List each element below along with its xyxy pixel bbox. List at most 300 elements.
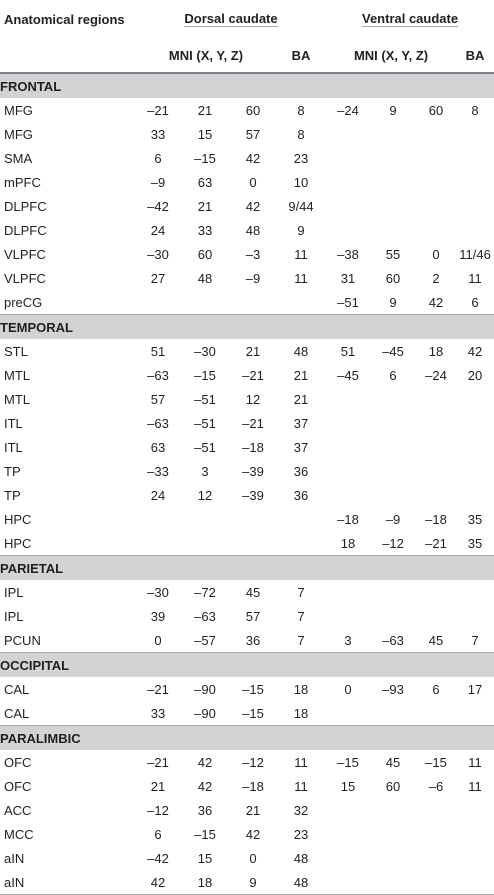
dorsal-x-cell: –12 — [147, 802, 169, 818]
ventral-z-cell: 60 — [428, 102, 444, 118]
dorsal-x-cell: 39 — [150, 608, 166, 624]
ventral-y-cell — [370, 701, 416, 726]
dorsal-y-cell: 15 — [197, 126, 213, 142]
ventral-x-cell — [326, 870, 370, 895]
table-row — [0, 170, 494, 194]
header-row-subcolumns — [0, 38, 494, 73]
table-row — [0, 628, 494, 653]
dorsal-ba-cell: 18 — [293, 681, 309, 697]
dorsal-z-cell — [230, 531, 276, 556]
dorsal-x-cell: 21 — [150, 778, 166, 794]
ventral-y-cell — [370, 870, 416, 895]
dorsal-y-cell: –51 — [194, 439, 216, 455]
ventral-ba-cell — [456, 218, 494, 242]
table-row — [0, 701, 494, 726]
ventral-y-cell: 55 — [385, 246, 401, 262]
dorsal-z-cell: –12 — [242, 754, 264, 770]
region-cell: ITL — [4, 439, 23, 455]
dorsal-ba-cell — [276, 507, 326, 531]
ventral-y-cell: –9 — [385, 511, 401, 527]
dorsal-y-cell: –15 — [194, 150, 216, 166]
dorsal-y-cell: 42 — [197, 754, 213, 770]
dorsal-x-cell — [136, 531, 180, 556]
dorsal-ba-cell: 37 — [293, 415, 309, 431]
region-cell: VLPFC — [4, 270, 46, 286]
dorsal-x-cell: 33 — [150, 705, 166, 721]
dorsal-y-cell: –90 — [194, 681, 216, 697]
ventral-y-cell — [370, 218, 416, 242]
ventral-ba-cell: 20 — [467, 367, 483, 383]
dorsal-y-cell: –57 — [194, 632, 216, 648]
dorsal-ba-cell: 21 — [293, 367, 309, 383]
ventral-z-cell — [416, 870, 456, 895]
ventral-y-cell: 6 — [389, 367, 397, 383]
dorsal-z-cell: 9 — [230, 870, 276, 895]
ventral-x-cell: –18 — [337, 511, 359, 527]
table-row — [0, 483, 494, 507]
ventral-x-cell — [326, 170, 370, 194]
ventral-ba-cell — [456, 870, 494, 895]
ventral-ba-cell — [456, 846, 494, 870]
ventral-z-cell — [416, 483, 456, 507]
ventral-ba-cell — [456, 459, 494, 483]
section-title: PARALIMBIC — [0, 726, 494, 751]
region-cell: HPC — [4, 535, 32, 551]
dorsal-x-cell: 63 — [150, 439, 166, 455]
table-row — [0, 580, 494, 604]
table-row — [0, 218, 494, 242]
header-row-groups — [0, 0, 494, 38]
dorsal-z-cell: –18 — [242, 778, 264, 794]
region-cell: MFG — [4, 126, 33, 142]
ventral-z-cell: –21 — [425, 535, 447, 551]
ventral-ba-cell: 42 — [467, 343, 483, 359]
ventral-z-cell: –15 — [425, 754, 447, 770]
section-title: FRONTAL — [0, 73, 494, 98]
region-cell: IPL — [4, 608, 24, 624]
table-row — [0, 411, 494, 435]
dorsal-ba-cell: 8 — [297, 102, 305, 118]
region-column-header: Anatomical regions — [4, 11, 125, 27]
dorsal-z-cell: 42 — [245, 826, 261, 842]
region-cell: aIN — [0, 870, 136, 895]
dorsal-x-cell: –30 — [147, 584, 169, 600]
region-cell: aIN — [4, 850, 25, 866]
dorsal-z-cell: 21 — [245, 802, 261, 818]
dorsal-y-cell: 12 — [197, 487, 213, 503]
dorsal-z-cell: –18 — [242, 439, 264, 455]
ventral-ba-cell: 7 — [471, 632, 479, 648]
ventral-z-cell: 45 — [428, 632, 444, 648]
ventral-ba-cell: 11 — [468, 778, 482, 794]
ventral-x-cell — [326, 218, 370, 242]
ventral-x-cell — [326, 822, 370, 846]
ventral-ba-cell — [456, 387, 494, 411]
dorsal-z-cell: –21 — [242, 367, 264, 383]
dorsal-z-cell — [230, 507, 276, 531]
dorsal-z-cell: 0 — [249, 174, 257, 190]
ventral-ba-cell: 11/46 — [459, 246, 491, 262]
section-header-row — [0, 653, 494, 678]
ventral-ba-cell: 35 — [467, 511, 483, 527]
region-cell: IPL — [4, 584, 24, 600]
section-title: OCCIPITAL — [0, 653, 494, 678]
dorsal-y-cell: –51 — [194, 391, 216, 407]
table-row — [0, 798, 494, 822]
ventral-ba-cell — [456, 604, 494, 628]
ventral-y-cell: 9 — [389, 294, 397, 310]
table-row — [0, 339, 494, 363]
dorsal-y-cell: 63 — [197, 174, 213, 190]
dorsal-y-cell: 33 — [197, 222, 213, 238]
dorsal-z-cell: 57 — [245, 608, 261, 624]
ventral-x-cell — [326, 387, 370, 411]
ventral-x-cell — [326, 701, 370, 726]
ventral-x-cell — [326, 798, 370, 822]
ventral-z-cell — [416, 146, 456, 170]
ventral-x-cell: –45 — [337, 367, 359, 383]
ventral-x-cell: –51 — [337, 294, 359, 310]
dorsal-y-cell: –72 — [194, 584, 216, 600]
ventral-x-cell — [326, 580, 370, 604]
region-cell: VLPFC — [4, 246, 46, 262]
dorsal-y-cell — [180, 290, 230, 315]
ventral-caudate-header — [326, 0, 494, 38]
ventral-z-cell — [416, 846, 456, 870]
dorsal-y-cell — [180, 507, 230, 531]
dorsal-x-cell — [136, 507, 180, 531]
table-row — [0, 387, 494, 411]
region-cell: TP — [4, 463, 21, 479]
ventral-ba-cell — [456, 411, 494, 435]
table-row — [0, 435, 494, 459]
table-row — [0, 604, 494, 628]
ventral-x-cell: 0 — [344, 681, 352, 697]
ventral-y-cell — [370, 822, 416, 846]
region-cell: CAL — [4, 705, 30, 721]
ventral-x-cell: –38 — [337, 246, 359, 262]
dorsal-x-cell: –9 — [150, 174, 166, 190]
dorsal-x-cell: –63 — [147, 367, 169, 383]
dorsal-ba-cell: 11 — [294, 246, 308, 262]
ventral-ba-cell — [456, 483, 494, 507]
dorsal-x-cell: 27 — [150, 270, 166, 286]
dorsal-ba-cell: 23 — [293, 150, 309, 166]
dorsal-z-cell: 57 — [245, 126, 261, 142]
dorsal-caudate-header — [136, 0, 326, 38]
ventral-y-cell — [370, 194, 416, 218]
ventral-x-cell: 31 — [340, 270, 356, 286]
ventral-x-cell — [326, 459, 370, 483]
ventral-ba-cell: 11 — [468, 754, 482, 770]
ventral-ba-cell — [456, 798, 494, 822]
dorsal-ba-cell: 11 — [294, 754, 308, 770]
dorsal-z-cell: 0 — [249, 850, 257, 866]
ventral-x-cell — [326, 846, 370, 870]
dorsal-z-cell: 12 — [245, 391, 261, 407]
ventral-z-cell: –18 — [425, 511, 447, 527]
dorsal-ba-cell: 10 — [293, 174, 309, 190]
table-row — [0, 266, 494, 290]
region-cell: STL — [4, 343, 28, 359]
ventral-z-cell: 18 — [428, 343, 444, 359]
ventral-y-cell: 45 — [385, 754, 401, 770]
dorsal-y-cell: 48 — [197, 270, 213, 286]
dorsal-z-cell: 36 — [245, 632, 261, 648]
ventral-z-cell — [416, 604, 456, 628]
dorsal-ba-cell: 23 — [293, 826, 309, 842]
region-subheader-blank — [0, 38, 136, 73]
dorsal-ba-cell: 9 — [297, 222, 305, 238]
ventral-y-cell: –12 — [382, 535, 404, 551]
dorsal-y-cell: 36 — [197, 802, 213, 818]
ventral-x-cell — [326, 411, 370, 435]
ventral-ba-cell — [456, 194, 494, 218]
dorsal-x-cell — [136, 290, 180, 315]
ventral-z-cell: 2 — [432, 270, 440, 286]
table-row — [0, 363, 494, 387]
ventral-x-cell: 18 — [340, 535, 356, 551]
ventral-z-cell — [416, 822, 456, 846]
region-cell: MFG — [4, 102, 33, 118]
dorsal-z-cell: –39 — [242, 487, 264, 503]
table-row — [0, 194, 494, 218]
ventral-y-cell: –63 — [382, 632, 404, 648]
dorsal-z-cell: –3 — [245, 246, 261, 262]
region-cell: MTL — [4, 391, 30, 407]
dorsal-x-cell: –42 — [147, 850, 169, 866]
ventral-ba-cell: 8 — [471, 102, 479, 118]
dorsal-z-cell: –15 — [242, 681, 264, 697]
region-cell: ACC — [4, 802, 32, 818]
ventral-y-cell — [370, 435, 416, 459]
dorsal-ba-cell: 48 — [276, 870, 326, 895]
ventral-z-cell — [416, 194, 456, 218]
dorsal-y-cell: –30 — [194, 343, 216, 359]
dorsal-x-cell: 57 — [150, 391, 166, 407]
dorsal-x-cell: 6 — [154, 150, 162, 166]
dorsal-y-cell: –90 — [194, 705, 216, 721]
ventral-y-cell: 60 — [385, 270, 401, 286]
table-row — [0, 146, 494, 170]
ventral-y-cell — [370, 122, 416, 146]
region-cell: DLPFC — [4, 198, 47, 214]
ventral-mni-header: MNI (X, Y, Z) — [326, 38, 456, 73]
ventral-z-cell: –6 — [428, 778, 444, 794]
dorsal-x-cell: –42 — [147, 198, 169, 214]
dorsal-x-cell: –33 — [147, 463, 169, 479]
ventral-ba-cell: 6 — [471, 294, 479, 310]
ventral-z-cell: 42 — [428, 294, 444, 310]
table-row — [0, 122, 494, 146]
ventral-z-cell — [416, 580, 456, 604]
section-header-row — [0, 73, 494, 98]
ventral-y-cell: –93 — [382, 681, 404, 697]
dorsal-ba-cell: 11 — [294, 270, 308, 286]
dorsal-z-cell: –39 — [242, 463, 264, 479]
dorsal-ba-cell: 36 — [293, 463, 309, 479]
ventral-x-cell: –24 — [337, 102, 359, 118]
ventral-x-cell — [326, 194, 370, 218]
dorsal-z-cell: –15 — [242, 705, 264, 721]
region-cell: MTL — [4, 367, 30, 383]
dorsal-ba-cell: 7 — [297, 608, 305, 624]
table-row — [0, 507, 494, 531]
ventral-y-cell — [370, 846, 416, 870]
ventral-x-cell: 3 — [344, 632, 352, 648]
dorsal-mni-header: MNI (X, Y, Z) — [136, 38, 276, 73]
section-header-row — [0, 726, 494, 751]
ventral-z-cell — [416, 170, 456, 194]
ventral-z-cell — [416, 122, 456, 146]
dorsal-y-cell: –15 — [194, 367, 216, 383]
dorsal-x-cell: –21 — [147, 754, 169, 770]
region-cell: OFC — [4, 754, 32, 770]
dorsal-ba-cell: 21 — [293, 391, 309, 407]
dorsal-ba-cell: 9/44 — [288, 198, 314, 214]
dorsal-z-cell: 48 — [245, 222, 261, 238]
dorsal-x-cell: 6 — [154, 826, 162, 842]
dorsal-ba-cell: 37 — [293, 439, 309, 455]
dorsal-y-cell: 3 — [201, 463, 209, 479]
dorsal-x-cell: –63 — [147, 415, 169, 431]
dorsal-y-cell: –15 — [194, 826, 216, 842]
ventral-x-cell: 15 — [340, 778, 356, 794]
ventral-x-cell — [326, 604, 370, 628]
dorsal-z-cell: 42 — [245, 198, 261, 214]
ventral-ba-cell — [456, 435, 494, 459]
dorsal-ba-cell: 18 — [293, 705, 309, 721]
dorsal-x-cell: 33 — [150, 126, 166, 142]
region-cell: PCUN — [4, 632, 41, 648]
dorsal-ba-cell: 36 — [293, 487, 309, 503]
section-header-row — [0, 556, 494, 581]
ventral-z-cell: 0 — [432, 246, 440, 262]
ventral-ba-cell — [456, 146, 494, 170]
ventral-x-cell — [326, 483, 370, 507]
table-row — [0, 98, 494, 122]
region-cell: TP — [4, 487, 21, 503]
dorsal-x-cell: 0 — [154, 632, 162, 648]
ventral-x-cell: –15 — [337, 754, 359, 770]
table-row — [0, 870, 494, 895]
ventral-ba-cell: 17 — [467, 681, 483, 697]
dorsal-ba-cell: 48 — [293, 343, 309, 359]
ventral-y-cell — [370, 146, 416, 170]
region-cell: preCG — [4, 294, 43, 310]
region-cell: DLPFC — [4, 222, 47, 238]
dorsal-y-cell: –63 — [194, 608, 216, 624]
dorsal-ba-cell — [276, 531, 326, 556]
ventral-z-cell — [416, 387, 456, 411]
ventral-ba-cell: 11 — [468, 270, 482, 286]
ventral-ba-cell — [456, 701, 494, 726]
region-cell: CAL — [4, 681, 30, 697]
dorsal-x-cell: 24 — [150, 222, 166, 238]
ventral-y-cell — [370, 798, 416, 822]
region-cell: MCC — [4, 826, 34, 842]
ventral-y-cell — [370, 387, 416, 411]
dorsal-z-cell: 45 — [245, 584, 261, 600]
dorsal-z-cell: –21 — [242, 415, 264, 431]
dorsal-x-cell: –21 — [147, 102, 169, 118]
dorsal-ba-cell: 7 — [297, 632, 305, 648]
dorsal-y-cell: 21 — [197, 198, 213, 214]
dorsal-z-cell: 42 — [245, 150, 261, 166]
ventral-z-cell — [416, 218, 456, 242]
dorsal-x-cell: –30 — [147, 246, 169, 262]
dorsal-y-cell: 42 — [197, 778, 213, 794]
ventral-ba-cell: 35 — [467, 535, 483, 551]
ventral-y-cell — [370, 459, 416, 483]
ventral-x-cell — [326, 435, 370, 459]
table-row — [0, 846, 494, 870]
table-row — [0, 290, 494, 315]
ventral-z-cell: –24 — [425, 367, 447, 383]
dorsal-x-cell: 51 — [150, 343, 166, 359]
dorsal-ba-cell — [276, 290, 326, 315]
dorsal-ba-cell: 48 — [293, 850, 309, 866]
dorsal-x-cell: 42 — [136, 870, 180, 895]
ventral-ba-cell — [456, 822, 494, 846]
ventral-ba-cell — [456, 580, 494, 604]
region-cell: ITL — [4, 415, 23, 431]
section-header-row — [0, 315, 494, 340]
dorsal-ba-cell: 7 — [297, 584, 305, 600]
dorsal-y-cell: 21 — [197, 102, 213, 118]
ventral-z-cell — [416, 411, 456, 435]
dorsal-x-cell: 24 — [150, 487, 166, 503]
region-cell: SMA — [4, 150, 33, 166]
table-body — [0, 73, 494, 895]
table-row — [0, 459, 494, 483]
ventral-y-cell — [370, 604, 416, 628]
ventral-z-cell — [416, 459, 456, 483]
table-row — [0, 531, 494, 556]
ventral-caudate-label: Ventral caudate — [361, 11, 459, 26]
ventral-x-cell: 51 — [340, 343, 356, 359]
ventral-ba-cell — [456, 170, 494, 194]
dorsal-y-cell: 60 — [197, 246, 213, 262]
ventral-y-cell — [370, 170, 416, 194]
dorsal-z-cell: 21 — [245, 343, 261, 359]
dorsal-z-cell: 60 — [245, 102, 261, 118]
ventral-x-cell — [326, 146, 370, 170]
dorsal-ba-cell: 8 — [297, 126, 305, 142]
ventral-y-cell — [370, 411, 416, 435]
region-cell: HPC — [4, 511, 32, 527]
table-row — [0, 242, 494, 266]
dorsal-x-cell: –21 — [147, 681, 169, 697]
dorsal-z-cell — [230, 290, 276, 315]
ventral-y-cell: 60 — [385, 778, 401, 794]
dorsal-y-cell: –51 — [194, 415, 216, 431]
table-row — [0, 677, 494, 701]
dorsal-ba-cell: 11 — [294, 778, 308, 794]
section-title: PARIETAL — [0, 556, 494, 581]
ventral-ba-cell — [456, 122, 494, 146]
dorsal-y-cell: 18 — [180, 870, 230, 895]
dorsal-y-cell — [180, 531, 230, 556]
table-row — [0, 822, 494, 846]
ventral-z-cell — [416, 701, 456, 726]
region-cell: mPFC — [4, 174, 41, 190]
ventral-z-cell: 6 — [432, 681, 440, 697]
dorsal-ba-cell: 32 — [293, 802, 309, 818]
dorsal-ba-header: BA — [276, 38, 326, 73]
ventral-y-cell: –45 — [382, 343, 404, 359]
table-row — [0, 774, 494, 798]
